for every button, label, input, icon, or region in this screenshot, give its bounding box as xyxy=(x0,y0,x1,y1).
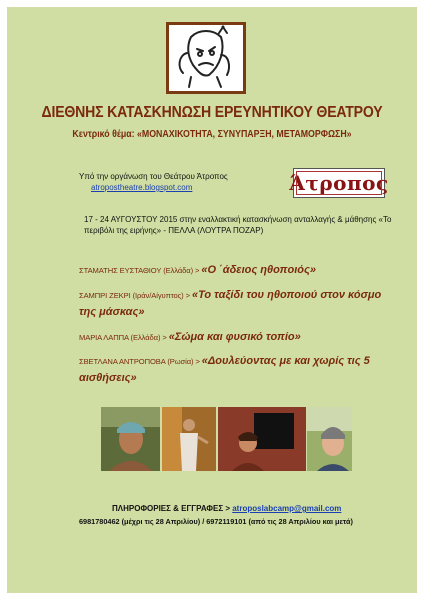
page-subtitle: Κεντρικό θέμα: «ΜΟΝΑΧΙΚΟΤΗΤΑ, ΣΥΝΥΠΑΡΞΗ, ΜΕΤΑΜΟΡΦΩΣΗ» xyxy=(72,129,352,140)
contact-phones: 6981780462 (μέχρι τις 28 Απριλίου) / 6972119101 (από τις 28 Απριλίου και μετά) xyxy=(79,517,353,526)
workshop-entry xyxy=(79,262,389,279)
contact-label: ΠΛΗΡΟΦΟΡΙΕΣ & ΕΓΓΡΑΦΕΣ > xyxy=(112,504,233,513)
workshop-entry xyxy=(79,353,389,387)
contact-email-link[interactable]: atroposlabcamp@gmail.com xyxy=(232,504,342,513)
instructor-photo-1 xyxy=(101,407,160,471)
atropos-logo xyxy=(289,168,389,198)
contact-line xyxy=(112,504,341,513)
workshop-topic: «Ο ΄άδειος ηθοποιός» xyxy=(201,264,316,276)
instructor-photo-3 xyxy=(218,407,306,471)
workshop-instructor: ΣΤΑΜΑΤΗΣ ΕΥΣΤΑΘΙΟΥ (Ελλάδα) > xyxy=(79,266,202,275)
workshop-topic: «Το ταξίδι του ηθοποιού στον κόσμο της μάσκας» xyxy=(79,289,382,318)
instructor-photo-2 xyxy=(162,407,216,471)
workshop-entry xyxy=(79,329,389,346)
instructor-photos xyxy=(0,407,424,471)
workshop-instructor: ΣΒΕΤΛΑΝΑ ΑΝΤΡΟΠΟΒΑ (Ρωσία) > xyxy=(79,357,202,366)
instructor-photo-4 xyxy=(307,407,352,471)
theatre-mask-logo xyxy=(166,22,246,94)
mask-drawing-icon xyxy=(169,25,243,91)
page-title: ΔΙΕΘΝΗΣ ΚΑΤΑΣΚΗΝΩΣΗ ΕΡΕΥΝΗΤΙΚΟΥ ΘΕΑΤΡΟΥ xyxy=(41,104,383,121)
organizer-text: Υπό την οργάνωση του Θεάτρου Άτροπος xyxy=(79,172,228,181)
organizer-blog-link[interactable]: atropostheatre.blogspot.com xyxy=(91,183,193,192)
workshop-instructor: ΣΑΜΠΡΙ ΖΕΚΡΙ (Ιράν/Αίγυπτος) > xyxy=(79,291,192,300)
workshop-topic: «Δουλεύοντας με και χωρίς τις 5 αισθήσεις» xyxy=(79,355,370,384)
workshop-instructor: ΜΑΡΙΑ ΛΑΠΠΑ (Ελλάδα) > xyxy=(79,333,169,342)
workshop-topic: «Σώμα και φυσικό τοπίο» xyxy=(168,331,301,343)
event-dates: 17 - 24 ΑΥΓΟΥΣΤΟΥ 2015 στην εναλλακτική κατασκήνωση ανταλλαγής & μάθησης «Το περιβόλι της ειρήνης» - ΠΕΛΛΑ (ΛΟΥΤΡΑ ΠΟΖΑΡ) xyxy=(84,215,392,235)
workshop-entry xyxy=(79,287,389,321)
atropos-logo-text: Άτροπος xyxy=(289,171,389,195)
